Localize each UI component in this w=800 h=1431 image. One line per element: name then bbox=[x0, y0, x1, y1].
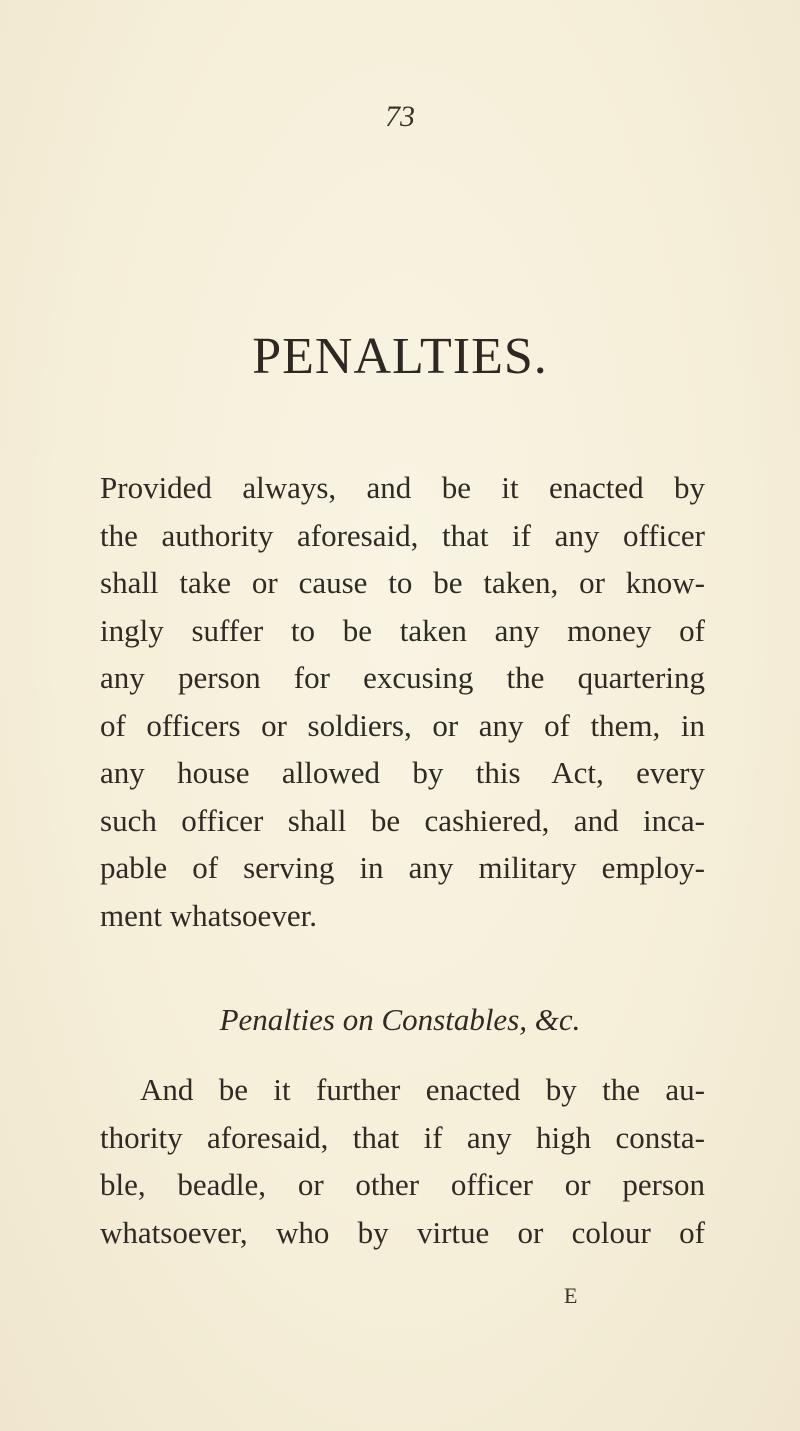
paragraph-further-enacted bbox=[100, 1066, 705, 1256]
paragraph-provided-always bbox=[100, 464, 705, 939]
text-line: any person for excusing the quartering bbox=[100, 660, 705, 695]
text-line: And be it further enacted by the au- bbox=[140, 1072, 705, 1107]
text-line: such officer shall be cashiered, and inca- bbox=[100, 802, 705, 838]
subheading-penalties-on-constables: Penalties on Constables, &c. bbox=[219, 1002, 581, 1037]
text-line: thority aforesaid, that if any high consta- bbox=[100, 1119, 705, 1155]
text-line: ble, beadle, or other officer or person bbox=[100, 1167, 705, 1202]
text-line: Provided always, and be it enacted by bbox=[100, 470, 705, 505]
signature-mark: E bbox=[564, 1283, 578, 1308]
text-line: pable of serving in any military employ- bbox=[100, 850, 705, 885]
text-line: of officers or soldiers, or any of them, in bbox=[100, 707, 705, 743]
text-line: whatsoever, who by virtue or colour of bbox=[100, 1214, 705, 1250]
section-title: PENALTIES. bbox=[252, 328, 548, 385]
text-line: ment whatsoever. bbox=[100, 897, 317, 933]
page-number: 73 bbox=[385, 100, 415, 133]
text-line: shall take or cause to be taken, or know- bbox=[100, 565, 705, 600]
text-line: ingly suffer to be taken any money of bbox=[100, 612, 705, 648]
text-line: any house allowed by this Act, every bbox=[100, 755, 705, 790]
text-line: the authority aforesaid, that if any officer bbox=[100, 517, 705, 553]
